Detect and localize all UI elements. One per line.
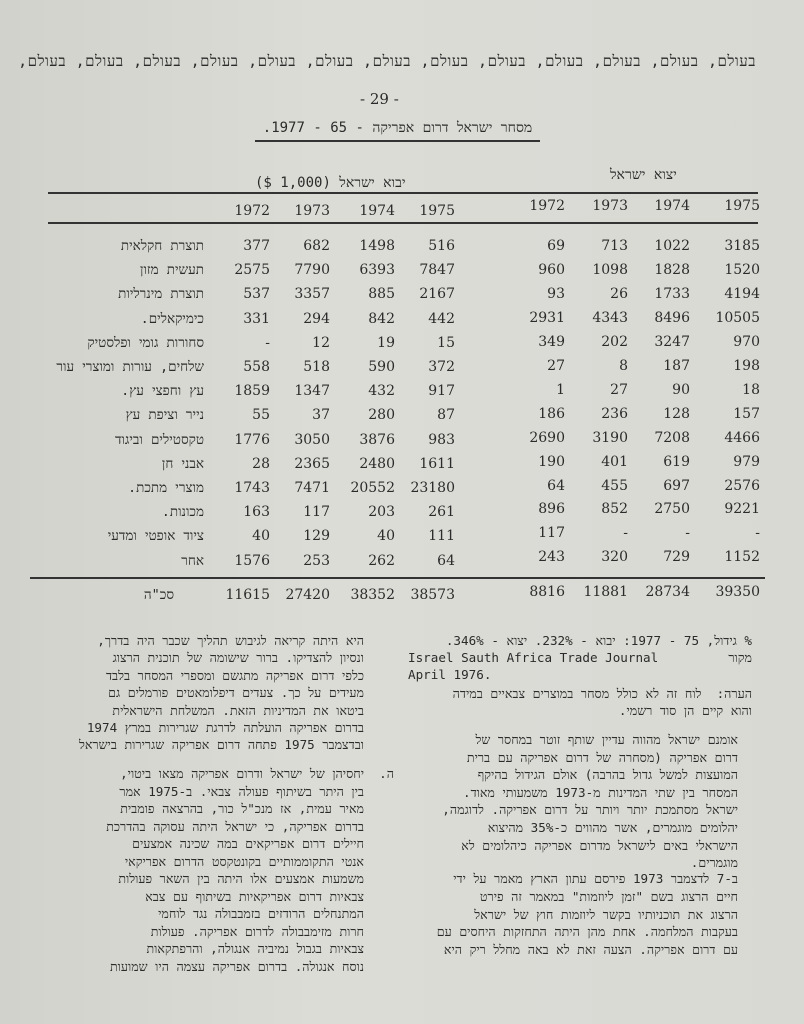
import-value: 37 bbox=[312, 407, 330, 424]
import-value: 163 bbox=[243, 504, 270, 521]
import-value: - bbox=[265, 334, 270, 351]
text-line: צבאיות דרום אפריקאיות בשיתוף עם צבא bbox=[145, 888, 364, 904]
import-value: 23180 bbox=[410, 480, 455, 496]
import-value: 117 bbox=[303, 504, 330, 521]
row-label: נייר וציפת עץ bbox=[125, 407, 204, 424]
import-value: 3357 bbox=[294, 286, 330, 303]
total-row bbox=[0, 584, 804, 609]
table-row bbox=[0, 477, 804, 502]
export-value: - bbox=[755, 525, 760, 542]
text-line: ובדצמבר 1975 פתחה דרום אפריקה שגרירות בישראל bbox=[78, 737, 364, 753]
import-value: 1498 bbox=[359, 238, 395, 254]
export-value: 9221 bbox=[724, 501, 760, 518]
table-row bbox=[0, 286, 804, 308]
row-label: תוצרת חקלאית bbox=[120, 238, 204, 254]
import-value: 294 bbox=[303, 310, 330, 327]
export-value: 3190 bbox=[592, 429, 628, 446]
export-value: 2750 bbox=[654, 501, 690, 518]
year-header-exp: 1972 bbox=[529, 198, 565, 214]
import-value: 40 bbox=[377, 528, 395, 545]
import-value: 64 bbox=[437, 552, 455, 569]
note-line-1: הערה: לוח זה לא כולל מסחר במוצרים צבאיים במידה bbox=[452, 686, 752, 701]
import-value: 537 bbox=[243, 286, 270, 303]
import-value: 1611 bbox=[419, 455, 455, 472]
text-line: ב-7 לדצמבר 1973 פירסם עתון הארץ מאמר על ידי bbox=[453, 871, 738, 886]
export-value: 187 bbox=[663, 357, 690, 374]
total-export-value: 28734 bbox=[645, 584, 690, 600]
import-value: 1743 bbox=[234, 480, 270, 496]
import-value: 558 bbox=[243, 359, 270, 375]
export-value: 697 bbox=[663, 477, 690, 494]
export-value: - bbox=[685, 525, 690, 542]
export-value: 198 bbox=[733, 357, 760, 374]
import-value: 261 bbox=[428, 504, 455, 521]
export-value: 2576 bbox=[724, 477, 760, 494]
import-value: 917 bbox=[428, 383, 455, 400]
export-value: 1828 bbox=[654, 261, 690, 278]
text-line: אנטי התקוממותיים בקונטקסט הדרום אפריקאי bbox=[124, 853, 364, 869]
total-export-value: 11881 bbox=[583, 584, 628, 600]
text-line: ישראל מסתמכת יותר ויותר על דרום אפריקה. לדוגמה, bbox=[442, 802, 738, 818]
export-value: 1098 bbox=[592, 261, 628, 278]
import-value: 2167 bbox=[419, 286, 455, 303]
import-value: 1776 bbox=[234, 431, 270, 448]
table-row bbox=[0, 525, 804, 550]
export-value: 3247 bbox=[654, 333, 690, 350]
export-value: 18 bbox=[742, 381, 760, 398]
text-line: המתנחלים הרודזים בזמבבולה נגד לוחמי bbox=[158, 906, 364, 921]
source-date: April 1976. bbox=[408, 667, 492, 682]
text-line: בעקבות המלחמה. אחת מהן היתה התחזקות היחסים עם bbox=[436, 924, 738, 940]
source-text: Israel Sauth Africa Trade Journal bbox=[408, 650, 659, 665]
text-line: נוסח אנגולה. בדרום אפריקה עצמה היו שמועות bbox=[109, 958, 364, 974]
text-line: כלפי דרום אפריקה מתגשם ומספרי המסחר בלבד bbox=[105, 667, 364, 683]
table-row bbox=[0, 335, 804, 357]
export-value: 1733 bbox=[654, 285, 690, 302]
table-row bbox=[0, 311, 804, 333]
import-value: 983 bbox=[428, 431, 455, 448]
import-value: 7471 bbox=[294, 480, 330, 496]
table-row bbox=[0, 383, 804, 405]
section-marker: ה. bbox=[379, 766, 394, 781]
text-line: המועצות למשל גדול בהרבה) אולם הגידול בהיקף bbox=[477, 767, 738, 783]
text-line: בין היתר בשיתוף פעולה צבאי. ב-1975 אמר bbox=[119, 783, 364, 799]
year-header-exp: 1975 bbox=[724, 198, 760, 214]
import-value: 2575 bbox=[234, 262, 270, 279]
export-value: 157 bbox=[733, 405, 760, 422]
row-label: סחורות גומי ופלסטיק bbox=[87, 334, 204, 351]
export-value: 186 bbox=[538, 405, 565, 422]
import-value: 12 bbox=[312, 334, 330, 351]
text-line: מוגמרים. bbox=[690, 855, 738, 871]
imports-header: יבוא ישראל (1,000 $) bbox=[255, 175, 406, 191]
text-line: ונסיון להצדיקו. ברור שישומה של תוכנית הרצוג bbox=[112, 650, 364, 666]
text-line: יחסיהן של ישראל ודרום אפריקה מצאו ביטוי, bbox=[120, 766, 364, 781]
import-value: 1347 bbox=[294, 383, 330, 400]
total-import-value: 11615 bbox=[225, 587, 270, 603]
export-value: 26 bbox=[610, 285, 628, 302]
import-value: 203 bbox=[368, 504, 395, 521]
import-value: 518 bbox=[303, 359, 330, 375]
page-number: - 29 - bbox=[360, 90, 399, 108]
note-line-2: והוא קיים הן סוד רשמי. bbox=[618, 703, 752, 718]
export-value: 7208 bbox=[654, 429, 690, 446]
table-total-rule bbox=[30, 577, 765, 579]
export-value: 1 bbox=[556, 381, 565, 398]
table-row bbox=[0, 549, 804, 575]
export-value: 4466 bbox=[724, 429, 760, 446]
year-header-exp: 1973 bbox=[592, 198, 628, 214]
text-line: עם דרום אפריקה. הצעה זאת לא באה מחלל ריק היא bbox=[443, 942, 738, 958]
export-value: 2931 bbox=[529, 309, 565, 326]
export-value: 236 bbox=[601, 405, 628, 422]
export-value: 852 bbox=[601, 501, 628, 518]
import-value: 111 bbox=[428, 528, 455, 545]
text-line: צבאיות בגבול נמיביה אנגולה, והרפתקאות bbox=[146, 941, 364, 956]
year-header-imp: 1973 bbox=[294, 203, 330, 219]
import-value: 19 bbox=[377, 334, 395, 351]
import-value: 377 bbox=[243, 238, 270, 254]
export-value: 970 bbox=[733, 333, 760, 350]
export-value: 8 bbox=[619, 357, 628, 374]
row-label: מכונות. bbox=[161, 504, 204, 521]
table-row bbox=[0, 429, 804, 454]
text-line: חרות מזימבבולה לדרום אפריקה. פעולות bbox=[150, 923, 364, 939]
text-line: היא היתה קריאה לגיבוש תהליך שכבר היה בדרך, bbox=[97, 633, 364, 648]
import-value: 6393 bbox=[359, 262, 395, 279]
text-line: חיים הרצוג בשם "זמן ליוזמות" במאמר זה פירט bbox=[479, 888, 738, 904]
text-line: הישראלי באים לישראל מדרום אפריקה כיהלומים לא bbox=[461, 837, 738, 853]
text-line: חיילים דרום אפריקאים במה שכינה אמצעים bbox=[132, 836, 364, 851]
export-value: 90 bbox=[672, 381, 690, 398]
table-row bbox=[0, 262, 804, 284]
import-value: 28 bbox=[252, 455, 270, 472]
import-value: 20552 bbox=[350, 480, 395, 496]
export-value: 10505 bbox=[715, 309, 760, 326]
year-header-imp: 1972 bbox=[234, 203, 270, 219]
import-value: 1576 bbox=[234, 552, 270, 569]
export-value: 117 bbox=[538, 525, 565, 542]
repeated-header-line: בעולם, בעולם, בעולם, בעולם, בעולם, בעולם, בעולם, בעולם, בעולם, בעולם, בעולם, בעולם, בעולם, bbox=[18, 52, 756, 70]
total-label: סכ"ה bbox=[143, 587, 174, 603]
total-export-value: 8816 bbox=[529, 584, 565, 600]
table-row bbox=[0, 453, 804, 478]
text-line: דרום אפריקה (מסחרה של דרום אפריקה עם ברית bbox=[466, 749, 738, 765]
text-line: בדרום אפריקה, כי ישראל היתה עסוקה בהדרכת bbox=[106, 818, 364, 834]
row-label: מוצרי מתכת. bbox=[127, 480, 204, 496]
export-value: 1022 bbox=[654, 238, 690, 254]
export-value: 349 bbox=[538, 333, 565, 350]
exports-header: יצוא ישראל bbox=[610, 167, 677, 183]
import-value: 280 bbox=[368, 407, 395, 424]
export-value: 4343 bbox=[592, 309, 628, 326]
export-value: 64 bbox=[547, 477, 565, 494]
export-value: 320 bbox=[601, 549, 628, 566]
import-value: 262 bbox=[368, 552, 395, 569]
export-value: 4194 bbox=[724, 285, 760, 302]
export-value: 69 bbox=[547, 238, 565, 254]
import-value: 253 bbox=[303, 552, 330, 569]
export-value: 128 bbox=[663, 405, 690, 422]
export-value: 896 bbox=[538, 501, 565, 518]
import-value: 87 bbox=[437, 407, 455, 424]
text-line: ביטאו את המדיניות הזאת. המשלחת הישראלית bbox=[112, 702, 364, 718]
row-label: שלחים, עורות ומוצרי עור bbox=[56, 359, 204, 375]
import-value: 682 bbox=[303, 238, 330, 254]
import-value: 55 bbox=[252, 407, 270, 424]
export-value: 713 bbox=[601, 238, 628, 254]
import-value: 3876 bbox=[359, 431, 395, 448]
text-line: יהלומים מוגמרים, אשר מהווים כ-35% מהיצוא bbox=[487, 820, 738, 835]
row-label: אחר bbox=[181, 552, 204, 569]
export-value: 93 bbox=[547, 285, 565, 302]
total-import-value: 38352 bbox=[350, 587, 395, 603]
row-label: תוצרת מינרליות bbox=[118, 286, 204, 303]
export-value: 190 bbox=[538, 453, 565, 470]
text-line: מעידים על כך. צעדים דיפלומאטים פורמלים גם bbox=[108, 685, 364, 701]
total-export-value: 39350 bbox=[715, 584, 760, 600]
text-line: בדרום אפריקה הועלתה לדרגת שגרירות במרץ 1974 bbox=[86, 720, 364, 735]
import-value: 2365 bbox=[294, 455, 330, 472]
export-value: 1152 bbox=[724, 549, 760, 566]
import-value: 7847 bbox=[419, 262, 455, 279]
year-header-imp: 1975 bbox=[419, 203, 455, 219]
import-value: 1859 bbox=[234, 383, 270, 400]
export-value: 2690 bbox=[529, 429, 565, 446]
import-value: 3050 bbox=[294, 431, 330, 448]
table-top-rule bbox=[48, 192, 758, 194]
year-header-imp: 1974 bbox=[359, 203, 395, 219]
export-value: 979 bbox=[733, 453, 760, 470]
total-import-value: 38573 bbox=[410, 587, 455, 603]
import-value: 432 bbox=[368, 383, 395, 400]
row-label: כימיקאלים. bbox=[140, 310, 204, 327]
source-label: מקור bbox=[728, 650, 752, 665]
import-value: 15 bbox=[437, 334, 455, 351]
export-value: 27 bbox=[547, 357, 565, 374]
export-value: 401 bbox=[601, 453, 628, 470]
export-value: 8496 bbox=[654, 309, 690, 326]
export-value: 202 bbox=[601, 333, 628, 350]
table-header-rule bbox=[48, 222, 758, 224]
import-value: 2480 bbox=[359, 455, 395, 472]
table-row bbox=[0, 359, 804, 381]
import-value: 516 bbox=[428, 238, 455, 254]
import-value: 590 bbox=[368, 359, 395, 375]
growth-line: % גידול, 75 - 1977: יבוא - 232%. יצוא - 346%. bbox=[445, 633, 752, 648]
table-row bbox=[0, 501, 804, 526]
export-value: 455 bbox=[601, 477, 628, 494]
export-value: - bbox=[623, 525, 628, 542]
text-line: אומנם ישראל מהווה עדיין שותף זוטר במחסר של bbox=[475, 732, 738, 747]
table-row bbox=[0, 238, 804, 260]
export-value: 1520 bbox=[724, 261, 760, 278]
import-value: 40 bbox=[252, 528, 270, 545]
text-line: הרצוג את תוכניותיו בקשר ליוזמות חוץ של ישראל bbox=[474, 906, 738, 922]
export-value: 3185 bbox=[724, 238, 760, 254]
import-value: 442 bbox=[428, 310, 455, 327]
export-value: 243 bbox=[538, 549, 565, 566]
export-value: 729 bbox=[663, 549, 690, 566]
import-value: 842 bbox=[368, 310, 395, 327]
text-line: המסחר בין שתי המדינות מ-1973 משמעותי מאוד. bbox=[462, 784, 738, 800]
row-label: אבני חן bbox=[161, 455, 204, 472]
export-value: 27 bbox=[610, 381, 628, 398]
table-row bbox=[0, 407, 804, 429]
import-value: 331 bbox=[243, 310, 270, 327]
text-line: מאיר עמית, אז מנכ"ל כור, בהרצאה פומבית bbox=[120, 801, 364, 816]
row-label: ציוד אופטי ומדעי bbox=[107, 528, 204, 545]
row-label: טקסטילים וביגוד bbox=[114, 431, 204, 448]
import-value: 7790 bbox=[294, 262, 330, 279]
row-label: תעשית מזון bbox=[140, 262, 204, 279]
import-value: 885 bbox=[368, 286, 395, 303]
export-value: 960 bbox=[538, 261, 565, 278]
year-header-exp: 1974 bbox=[654, 198, 690, 214]
page-title: מסחר ישראל דרום אפריקה - 65 - 1977. bbox=[255, 120, 540, 142]
import-value: 372 bbox=[428, 359, 455, 375]
export-value: 619 bbox=[663, 453, 690, 470]
total-import-value: 27420 bbox=[285, 587, 330, 603]
text-line: משמעות אמצעים אלו היתה בין השאר פעולות bbox=[118, 871, 364, 886]
import-value: 129 bbox=[303, 528, 330, 545]
row-label: עץ וחפצי עץ. bbox=[121, 383, 204, 400]
